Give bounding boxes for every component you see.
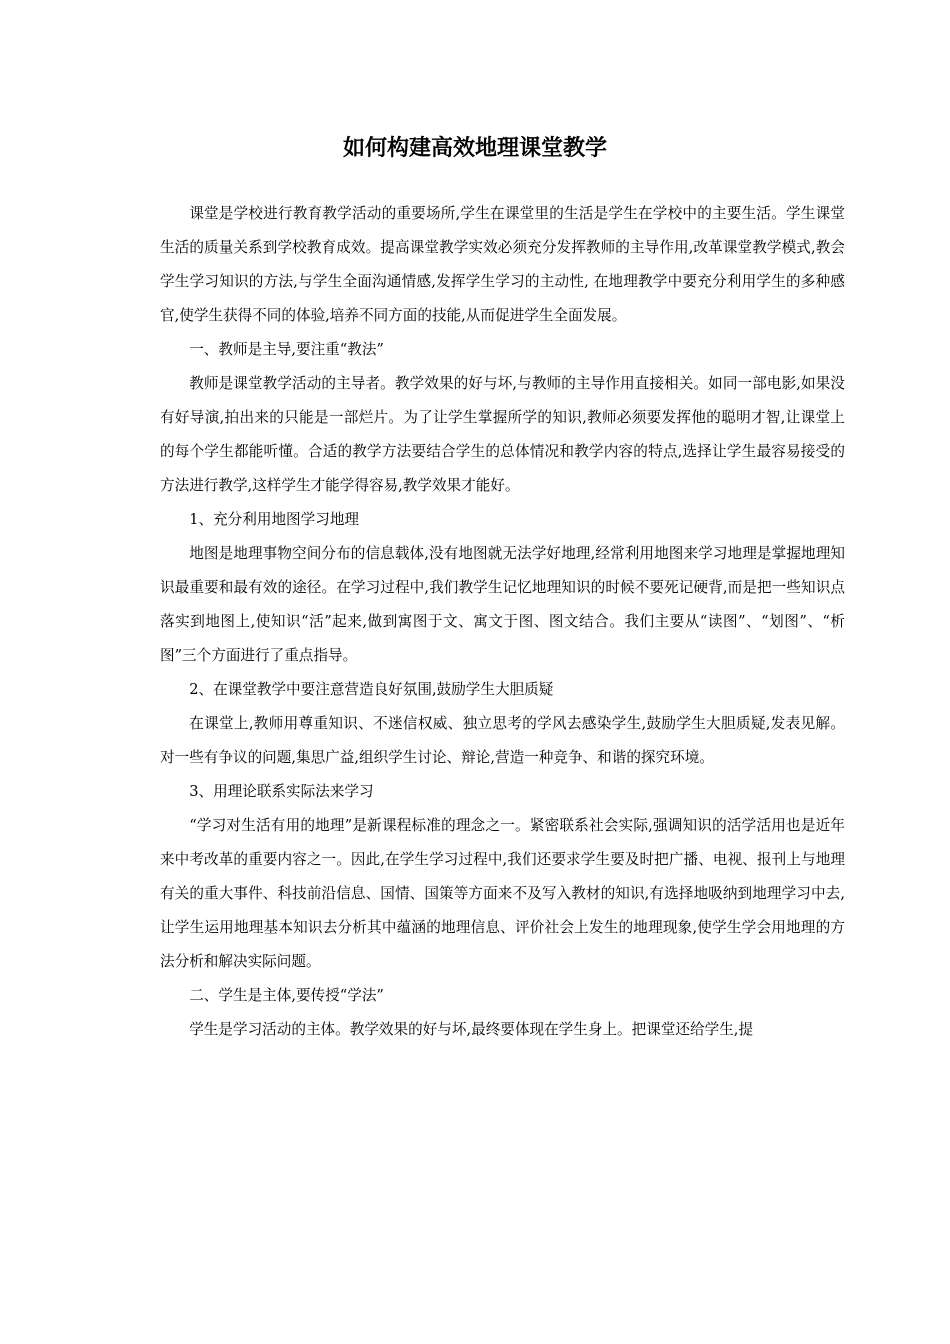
section-1-paragraph: 教师是课堂教学活动的主导者。教学效果的好与坏,与教师的主导作用直接相关。如同一部电影,如果没有好导演,拍出来的只能是一部烂片。为了让学生掌握所学的知识,教师必须要发挥他的聪明才智,让课堂上的每个学生都能听懂。合适的教学方法要结合学生的总体情况和教学内容的特点,选择让学生最容易接受的方法进行教学,这样学生才能学得容易,教学效果才能好。 (160, 375, 845, 494)
intro-paragraph: 课堂是学校进行教育教学活动的重要场所,学生在课堂里的生活是学生在学校中的主要生活。学生课堂生活的质量关系到学校教育成效。提高课堂教学实效必须充分发挥教师的主导作用,改革课堂教学模式,教会学生学习知识的方法,与学生全面沟通情感,发挥学生学习的主动性, 在地理教学中要充分利用学生的多种感官,使学生获得不同的体验,培养不同方面的技能,从而促进学生全面发展。 (160, 205, 845, 324)
section-heading-1: 一、教师是主导,要注重“教法” (189, 341, 384, 358)
subsection-1-paragraph: 地图是地理事物空间分布的信息载体,没有地图就无法学好地理,经常利用地图来学习地理是掌握地理知识最重要和最有效的途径。在学习过程中,我们教学生记忆地理知识的时候不要死记硬背,而是把一些知识点落实到地图上,使知识“活”起来,做到寓图于文、寓文于图、图文结合。我们主要从“读图”、“划图”、“析图”三个方面进行了重点指导。 (160, 545, 845, 664)
subheading-2: 2、在课堂教学中要注意营造良好氛围,鼓励学生大胆质疑 (189, 681, 554, 698)
document-title: 如何构建高效地理课堂教学 (342, 136, 607, 161)
section-2-paragraph: 学生是学习活动的主体。教学效果的好与坏,最终要体现在学生身上。把课堂还给学生,提 (189, 1021, 754, 1038)
subsection-2-paragraph: 在课堂上,教师用尊重知识、不迷信权威、独立思考的学风去感染学生,鼓励学生大胆质疑,发表见解。对一些有争议的问题,集思广益,组织学生讨论、辩论,营造一种竞争、和谐的探究环境。 (160, 715, 845, 766)
section-heading-2: 二、学生是主体,要传授“学法” (189, 987, 384, 1004)
subheading-1: 1、充分利用地图学习地理 (189, 511, 360, 528)
subheading-3: 3、用理论联系实际法来学习 (189, 783, 374, 800)
subsection-3-paragraph: “学习对生活有用的地理”是新课程标准的理念之一。紧密联系社会实际,强调知识的活学活用也是近年来中考改革的重要内容之一。因此,在学生学习过程中,我们还要求学生要及时把广播、电视、报刊上与地理有关的重大事件、科技前沿信息、国情、国策等方面来不及写入教材的知识,有选择地吸纳到地理学习中去,让学生运用地理基本知识去分析其中蕴涵的地理信息、评价社会上发生的地理现象,使学生学会用地理的方法分析和解决实际问题。 (160, 817, 845, 970)
document-body (160, 197, 845, 1047)
